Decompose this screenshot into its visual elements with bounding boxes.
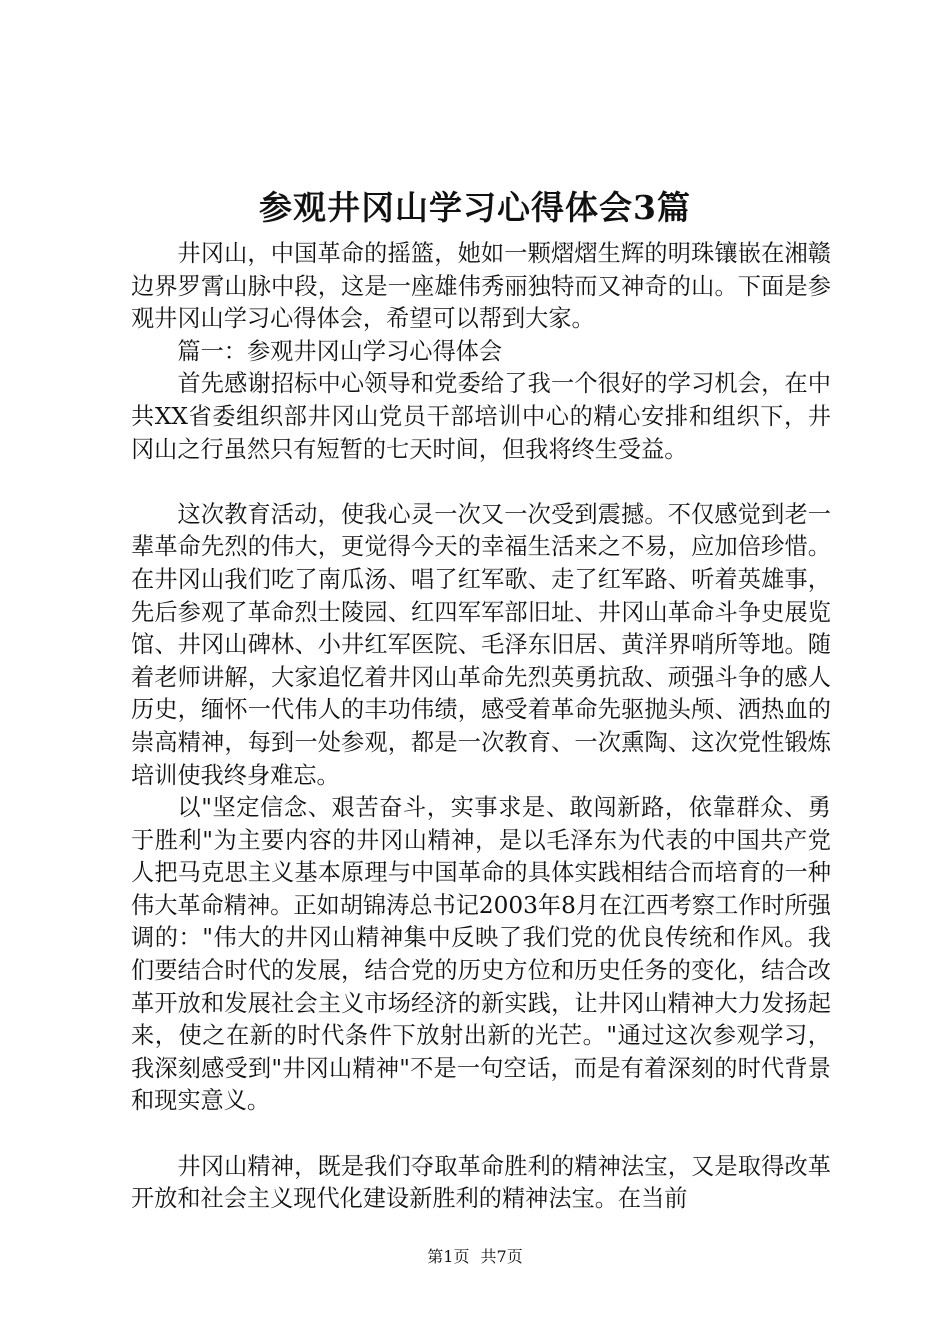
page-footer [0,1246,950,1268]
document-title: 参观井冈山学习心得体会3篇 [259,188,691,227]
page-number: 第1页 [427,1247,470,1266]
document-body [131,238,831,1216]
paragraph-intro: 井冈山，中国革命的摇篮，她如一颗熠熠生辉的明珠镶嵌在湘赣边界罗霄山脉中段，这是一座雄伟秀丽独特而又神奇的山。下面是参观井冈山学习心得体会，希望可以帮到大家。 [131,240,831,333]
paragraph-section-heading: 篇一：参观井冈山学习心得体会 [177,337,503,365]
paragraph-spirit-treasure: 井冈山精神，既是我们夺取革命胜利的精神法宝，又是取得改革开放和社会主义现代化建设新胜利的精神法宝。在当前 [131,1152,831,1213]
page-total: 共7页 [480,1247,523,1266]
paragraph-jinggangshan-spirit: 以"坚定信念、艰苦奋斗，实事求是、敢闯新路，依靠群众、勇于胜利"为主要内容的井冈山精神，是以毛泽东为代表的中国共产党人把马克思主义基本原理与中国革命的具体实践相结合而培育的一种伟大革命精神。正如胡锦涛总书记2003年8月在江西考察工作时所强调的："伟大的井冈山精神集中反映了我们党的优良传统和作风。我们要结合时代的发展，结合党的历史方位和历史任务的变化，结合改革开放和发展社会主义市场经济的新实践，让井冈山精神大力发扬起来，使之在新的时代条件下放射出新的光芒。"通过这次参观学习，我深刻感受到"井冈山精神"不是一句空话，而是有着深刻的时代背景和现实意义。 [131,794,831,1115]
paragraph-education-activity: 这次教育活动，使我心灵一次又一次受到震撼。不仅感觉到老一辈革命先烈的伟大，更觉得今天的幸福生活来之不易，应加倍珍惜。在井冈山我们吃了南瓜汤、唱了红军歌、走了红军路、听着英雄事，先后参观了革命烈士陵园、红四军军部旧址、井冈山革命斗争史展览馆、井冈山碑林、小井红军医院、毛泽东旧居、黄洋界哨所等地。随着老师讲解，大家追忆着井冈山革命先烈英勇抗敌、顽强斗争的感人历史，缅怀一代伟人的丰功伟绩，感受着革命先驱抛头颅、洒热血的崇高精神，每到一处参观，都是一次教育、一次熏陶、这次党性锻炼培训使我终身难忘。 [131,500,831,789]
paragraph-thanks: 首先感谢招标中心领导和党委给了我一个很好的学习机会，在中共XX省委组织部井冈山党员干部培训中心的精心安排和组织下，井冈山之行虽然只有短暂的七天时间，但我将终生受益。 [131,370,831,463]
